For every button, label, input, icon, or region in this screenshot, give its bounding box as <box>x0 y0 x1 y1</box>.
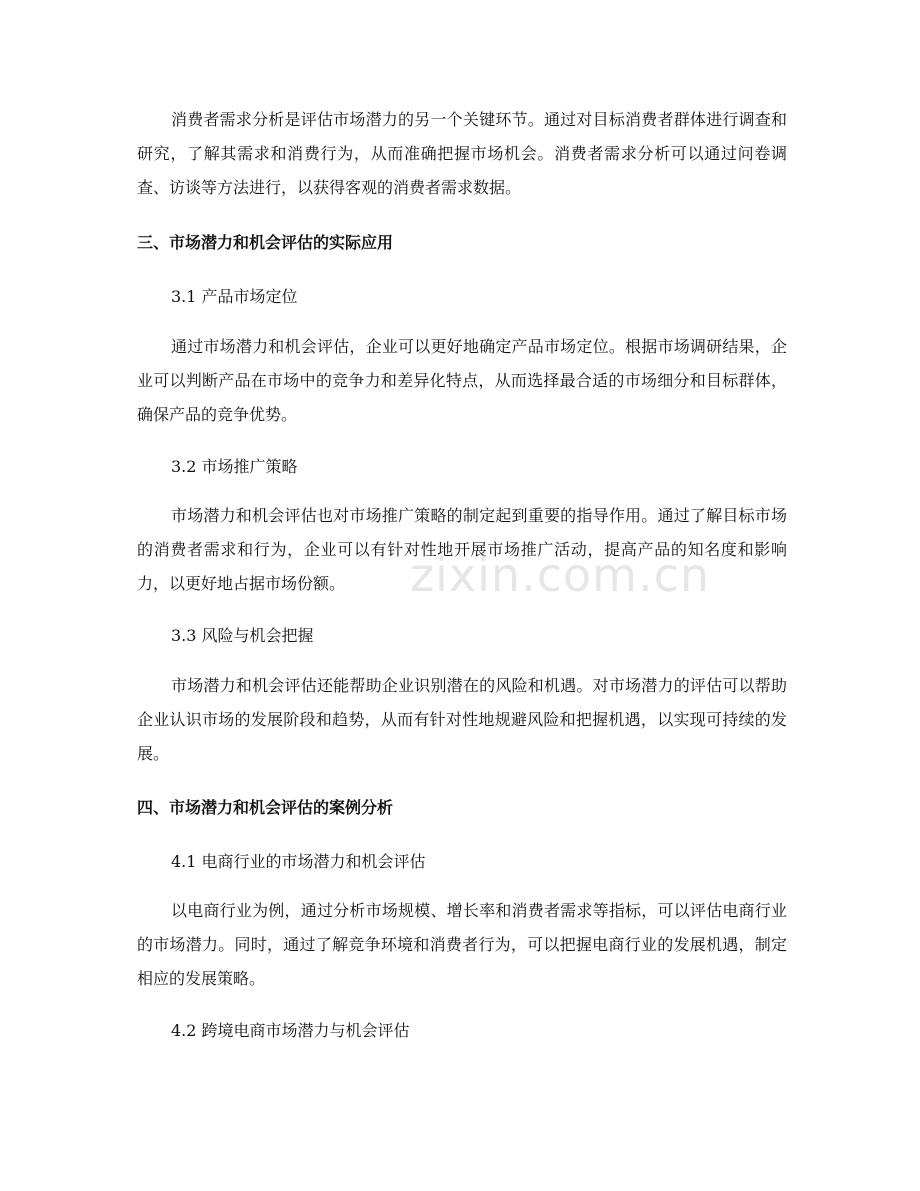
watermark: zixin.com.cn <box>410 548 711 602</box>
subheading-3-3: 3.3 风险与机会把握 <box>171 626 314 645</box>
paragraph-product-positioning: 通过市场潜力和机会评估，企业可以更好地确定产品市场定位。根据市场调研结果，企业可以判断产品在市场中的竞争力和差异化特点，从而选择最合适的市场细分和目标群体，确保产品的竞争优势。 <box>137 337 787 424</box>
paragraph-ecommerce-case: 以电商行业为例，通过分析市场规模、增长率和消费者需求等指标，可以评估电商行业的市场潜力。同时，通过了解竞争环境和消费者行为，可以把握电商行业的发展机遇，制定相应的发展策略。 <box>137 901 787 988</box>
section-heading-4: 四、市场潜力和机会评估的案例分析 <box>137 798 394 817</box>
paragraph-risk-opportunity: 市场潜力和机会评估还能帮助企业识别潜在的风险和机遇。对市场潜力的评估可以帮助企业认识市场的发展阶段和趋势，从而有针对性地规避风险和把握机遇，以实现可持续的发展。 <box>137 676 787 763</box>
section-heading-3: 三、市场潜力和机会评估的实际应用 <box>137 233 394 252</box>
paragraph-consumer-demand: 消费者需求分析是评估市场潜力的另一个关键环节。通过对目标消费者群体进行调查和研究，了解其需求和消费行为，从而准确把握市场机会。消费者需求分析可以通过问卷调查、访谈等方法进行，以获得客观的消费者需求数据。 <box>137 110 787 197</box>
subheading-3-2: 3.2 市场推广策略 <box>171 457 298 476</box>
subheading-4-1: 4.1 电商行业的市场潜力和机会评估 <box>171 852 426 871</box>
subheading-3-1: 3.1 产品市场定位 <box>171 287 298 306</box>
subheading-4-2: 4.2 跨境电商市场潜力与机会评估 <box>171 1021 410 1040</box>
paragraph-marketing-strategy: 市场潜力和机会评估也对市场推广策略的制定起到重要的指导作用。通过了解目标市场的消费者需求和行为，企业可以有针对性地开展市场推广活动，提高产品的知名度和影响力，以更好地占据市场份额。 <box>137 506 787 593</box>
